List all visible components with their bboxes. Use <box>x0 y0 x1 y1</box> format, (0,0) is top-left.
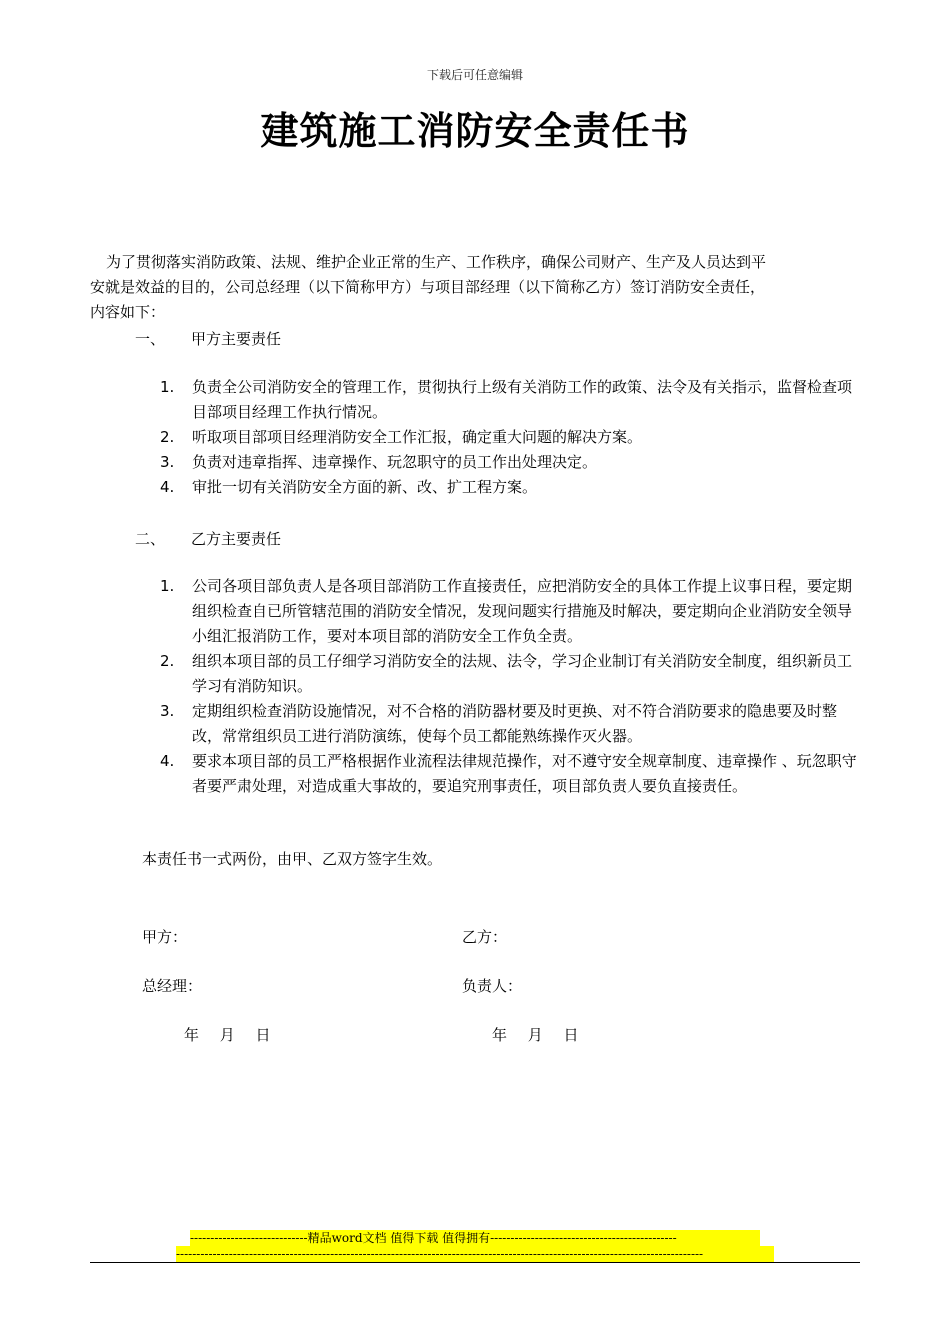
intro-paragraph <box>90 250 862 325</box>
section-2-list <box>160 574 860 799</box>
list-item <box>160 749 860 799</box>
party-a-label: 甲方： <box>142 928 188 946</box>
list-item-text: 要求本项目部的员工严格根据作业流程法律规范操作，对不遵守安全规章制度、违章操作 、玩忽职守者要严肃处理，对造成重大事故的，要追究刑事责任，项目部负责人要负直接责任。 <box>192 752 857 795</box>
list-item-number: 4. <box>160 752 175 770</box>
intro-line-2: 安就是效益的目的，公司总经理（以下简称甲方）与项目部经理（以下简称乙方）签订消防安全责任， <box>90 278 766 296</box>
document-title: 建筑施工消防安全责任书 <box>260 108 690 153</box>
footer-banner-line-2: ---------------------------------------------------------------------------------------------------------------------------------- <box>176 1246 774 1262</box>
list-item <box>160 574 860 649</box>
list-item <box>160 699 860 749</box>
list-item <box>160 375 860 425</box>
date-b: 年 月 日 <box>492 1026 579 1044</box>
list-item-number: 3. <box>160 453 175 471</box>
section-1-list <box>160 375 860 500</box>
list-item-text: 审批一切有关消防安全方面的新、改、扩工程方案。 <box>192 478 538 496</box>
footer-rule <box>90 1262 860 1263</box>
manager-label: 总经理： <box>142 977 203 995</box>
list-item-text: 组织本项目部的员工仔细学习消防安全的法规、法令，学习企业制订有关消防安全制度，组织新员工学习有消防知识。 <box>192 652 853 695</box>
list-item-text: 听取项目部项目经理消防安全工作汇报，确定重大问题的解决方案。 <box>192 428 643 446</box>
closing-statement: 本责任书一式两份，由甲、乙双方签字生效。 <box>142 850 443 868</box>
list-item-text: 定期组织检查消防设施情况，对不合格的消防器材要及时更换、对不符合消防要求的隐患要及时整改，常常组织员工进行消防演练，使每个员工都能熟练操作灭火器。 <box>192 702 838 745</box>
section-1-heading <box>135 328 435 348</box>
list-item-text: 负责对违章指挥、违章操作、玩忽职守的员工作出处理决定。 <box>192 453 598 471</box>
list-item-text: 公司各项目部负责人是各项目部消防工作直接责任，应把消防安全的具体工作提上议事日程，要定期组织检查自已所管辖范围的消防安全情况，发现问题实行措施及时解决，要定期向企业消防安全领导小组汇报消防工作，要对本项目部的消防安全工作负全责。 <box>192 577 853 645</box>
section-1-number: 一、 <box>135 330 166 348</box>
footer-banner-line-1: -----------------------------精品word文档 值得下载 值得拥有---------------------------------------------- <box>190 1230 760 1246</box>
section-2-number: 二、 <box>135 530 166 548</box>
list-item-number: 1. <box>160 577 175 595</box>
responsible-label: 负责人： <box>462 977 523 995</box>
list-item-number: 1. <box>160 378 175 396</box>
section-2-heading <box>135 528 435 548</box>
list-item-number: 2. <box>160 428 175 446</box>
list-item-text: 负责全公司消防安全的管理工作，贯彻执行上级有关消防工作的政策、法令及有关指示，监督检查项目部项目经理工作执行情况。 <box>192 378 853 421</box>
date-a: 年 月 日 <box>184 1026 271 1044</box>
list-item <box>160 450 860 475</box>
list-item <box>160 475 860 500</box>
intro-line-1: 为了贯彻落实消防政策、法规、维护企业正常的生产、工作秩序，确保公司财产、生产及人员达到平 <box>106 253 767 271</box>
list-item-number: 3. <box>160 702 175 720</box>
section-1-title: 甲方主要责任 <box>191 330 282 348</box>
section-2-title: 乙方主要责任 <box>191 530 282 548</box>
list-item-number: 4. <box>160 478 175 496</box>
list-item <box>160 425 860 450</box>
party-b-label: 乙方： <box>462 928 508 946</box>
list-item <box>160 649 860 699</box>
intro-line-3: 内容如下： <box>90 303 166 321</box>
list-item-number: 2. <box>160 652 175 670</box>
header-note: 下载后可任意编辑 <box>426 68 523 82</box>
